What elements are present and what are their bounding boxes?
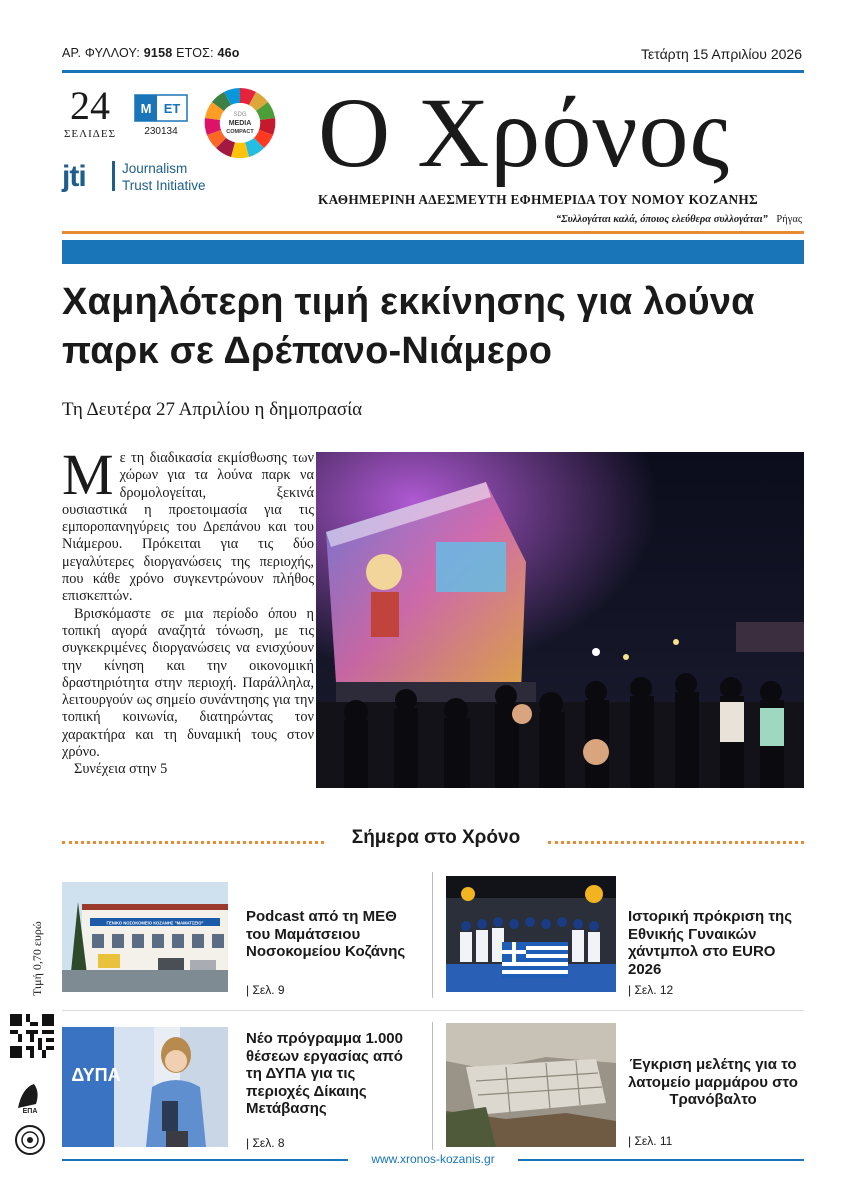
card-divider-bottom bbox=[432, 1022, 433, 1150]
issue-date: Τετάρτη 15 Απριλίου 2026 bbox=[641, 46, 802, 62]
card-2-page-ref: | Σελ. 12 bbox=[628, 983, 674, 997]
card-4-title: Έγκριση μελέτης για το λατομείο μαρμάρου στο Τρανόβαλτο bbox=[628, 1056, 798, 1108]
jti-line-2: Trust Initiative bbox=[122, 178, 206, 193]
blue-banner-bar bbox=[62, 240, 804, 264]
lead-article-body bbox=[62, 442, 314, 779]
footer-website-link[interactable]: www.xronos-kozanis.gr bbox=[348, 1152, 518, 1166]
card-3-page-ref: | Σελ. 8 bbox=[246, 1136, 285, 1150]
year-label: ΕΤΟΣ: bbox=[176, 46, 214, 60]
issue-number: 9158 bbox=[143, 46, 173, 60]
card-1-photo-hospital bbox=[62, 882, 228, 992]
met-left-text: Μ bbox=[140, 101, 152, 116]
card-4-photo-quarry bbox=[446, 1023, 616, 1147]
lead-paragraph-1-text: ε τη διαδικασία εκμίσθωσης των χώρων για τα λούνα παρκ να δρομολογείται, ξεκινά ουσιαστικά η προετοιμασία για τις εμποροπανηγύρεις του Δρεπάνου και του Νιάμερου. Πρόκειται για τις δύο μεγαλύτερες διοργανώσεις της περιοχής, που κάθε χρόνο συγκεντρώνουν πλήθος επισκεπτών. bbox=[62, 450, 314, 605]
met-right-text: ΕΤ bbox=[163, 101, 181, 116]
card-4-page-ref: | Σελ. 11 bbox=[628, 1134, 673, 1148]
association-seal-icon bbox=[14, 1124, 46, 1156]
qr-code-icon bbox=[10, 1014, 54, 1058]
sdg-line-2: MEDIA bbox=[228, 120, 252, 127]
met-registry-logo bbox=[134, 94, 188, 122]
card-1-title: Podcast από τη ΜΕΘ του Μαμάτσειου Νοσοκομείου Κοζάνης bbox=[246, 908, 406, 960]
epa-logo-icon bbox=[14, 1078, 46, 1114]
epa-label: ΕΠΑ bbox=[22, 1108, 38, 1114]
masthead-rule bbox=[62, 231, 804, 234]
card-3-photo-dypa bbox=[62, 1027, 228, 1147]
price-text: Τιμή 0,70 ευρώ bbox=[30, 921, 44, 996]
masthead-motto bbox=[556, 214, 802, 225]
sdg-media-compact-logo bbox=[203, 86, 277, 160]
card-3-dypa-logo: ΔΥΠΑ bbox=[71, 1065, 121, 1085]
card-2-photo-handball-team bbox=[446, 876, 616, 992]
jti-line-1: Journalism bbox=[122, 161, 188, 176]
masthead-title: Ο Χρόνος bbox=[318, 77, 731, 188]
sdg-line-3: COMPACT bbox=[226, 129, 254, 135]
motto-text: “Συλλογάται καλά, όποιος ελεύθερα συλλογάται” bbox=[555, 214, 768, 225]
sdg-line-1: SDG bbox=[233, 112, 247, 118]
drop-cap: Μ bbox=[62, 442, 114, 507]
top-rule bbox=[62, 70, 804, 73]
motto-author: Ρήγας bbox=[776, 214, 802, 225]
card-1-page-ref: | Σελ. 9 bbox=[246, 983, 285, 997]
card-2-title: Ιστορική πρόκριση της Εθνικής Γυναικών χάντμπολ στο EURO 2026 bbox=[628, 908, 792, 978]
year-number: 46ο bbox=[217, 46, 240, 60]
card-3-title: Νέο πρόγραμμα 1.000 θέσεων εργασίας από τη ΔΥΠΑ για τις περιοχές Δίκαιης Μετάβασης bbox=[246, 1030, 403, 1117]
jti-divider bbox=[112, 161, 115, 191]
issue-info bbox=[62, 46, 240, 60]
lead-headline: Χαμηλότερη τιμή εκκίνησης για λούνα παρκ σε Δρέπανο-Νιάμερο bbox=[62, 281, 755, 372]
pages-count: 24 bbox=[70, 83, 110, 128]
lead-continued: Συνέχεια στην 5 bbox=[74, 761, 168, 778]
card-divider-top bbox=[432, 872, 433, 998]
lead-paragraph-2: Βρισκόμαστε σε μια περίοδο όπου η τοπική αγορά αναζητά τόνωση, με τις συγκεκριμένες διοργανώσεις να ενισχύουν την κίνηση και την οικονομική δραστηριότητα στην περιοχή. Παράλληλα, λειτουργούν ως σημείο συνάντησης για την τοπική κοινωνία, διατηρώντας τον χαρακτήρα και τη δυναμική τους στον χρόνο. bbox=[62, 605, 314, 761]
issue-label: ΑΡ. ΦΥΛΛΟΥ: bbox=[62, 46, 141, 60]
lead-photo-funfair bbox=[316, 452, 804, 788]
section-dots-right bbox=[548, 841, 804, 844]
today-section-title: Σήμερα στο Χρόνο bbox=[330, 827, 542, 849]
card-row-divider bbox=[62, 1010, 804, 1011]
lead-subhead: Τη Δευτέρα 27 Απριλίου η δημοπρασία bbox=[62, 399, 363, 420]
masthead-subtitle: ΚΑΘΗΜΕΡΙΝΗ ΑΔΕΣΜΕΥΤΗ ΕΦΗΜΕΡΙΔΑ ΤΟΥ ΝΟΜΟΥ ΚΟΖΑΝΗΣ bbox=[318, 192, 759, 207]
price-vertical-label bbox=[14, 880, 54, 1000]
jti-mark: jti bbox=[62, 160, 86, 193]
card-1-hospital-sign: ΓΕΝΙΚΟ ΝΟΣΟΚΟΜΕΙΟ ΚΟΖΑΝΗΣ "ΜΑΜΑΤΣΕΙΟ" bbox=[106, 920, 204, 926]
section-dots-left bbox=[62, 841, 324, 844]
met-number: 230134 bbox=[144, 126, 178, 137]
pages-label: ΣΕΛΙΔΕΣ bbox=[64, 128, 116, 140]
lead-paragraph-1 bbox=[62, 442, 314, 606]
